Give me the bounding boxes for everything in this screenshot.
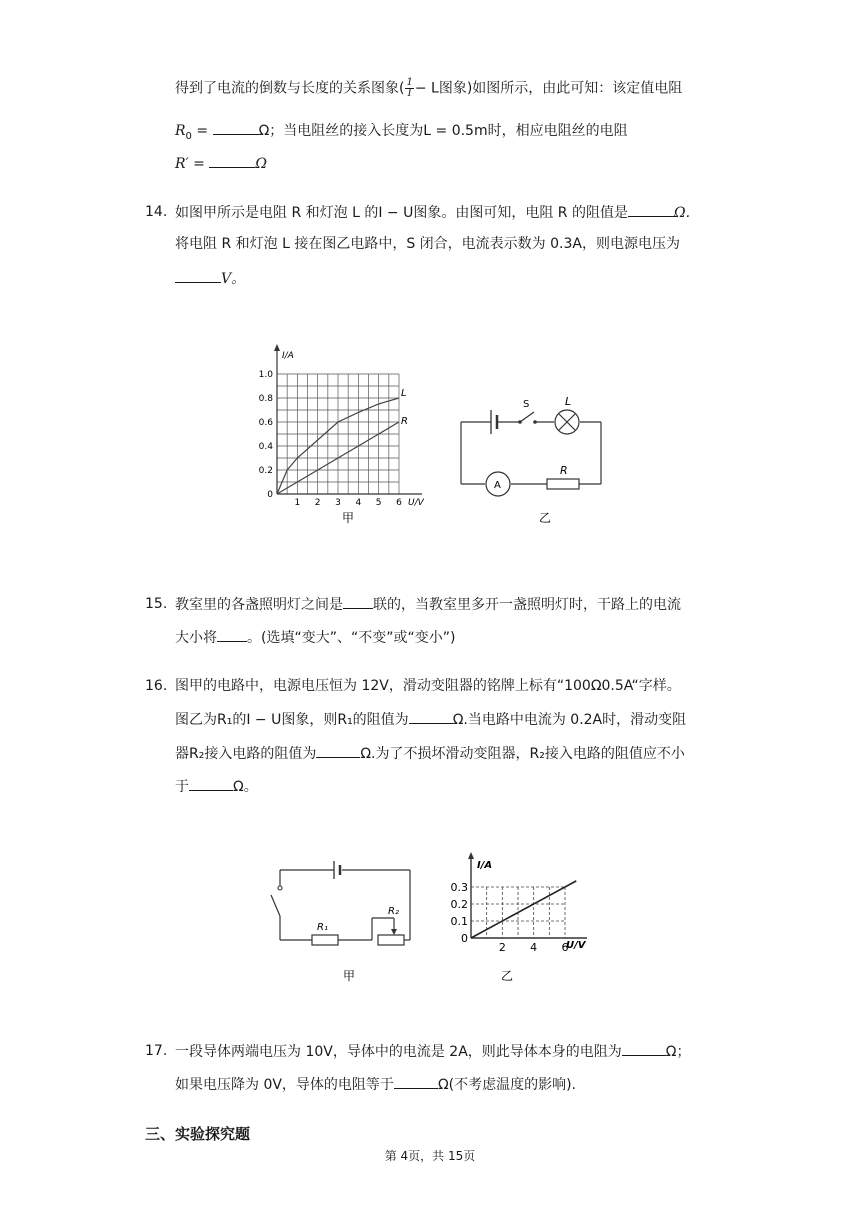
y-tick-label: 0 <box>267 490 273 500</box>
y-tick-label: 0.8 <box>258 394 273 404</box>
q14-blank-r[interactable] <box>628 202 674 217</box>
q13-line3: R′ = Ω <box>175 153 267 174</box>
q14-switch-contact <box>533 420 537 424</box>
q16-switch-contact <box>278 886 282 890</box>
q15-line2: 大小将 。(选填“变大”、“不变”或“变小”) <box>175 627 455 648</box>
q16-rheostat-r2 <box>378 935 404 945</box>
x-tick-label: 1 <box>294 498 301 508</box>
q16-iu-graph <box>445 850 605 985</box>
q16-r2-label: R₂ <box>388 906 399 917</box>
q17-line2: 如果电压降为 0V，导体的电阻等于 Ω(不考虑温度的影响). <box>175 1074 576 1095</box>
x-tick-label: 4 <box>530 941 538 954</box>
q14-switch-blade <box>520 412 534 422</box>
y-tick-label: 0.4 <box>258 442 273 452</box>
q14-ammeter-label: A <box>494 480 501 491</box>
q13-text-pre: 得到了电流的倒数与长度的关系图象( <box>175 80 405 97</box>
q14-caption-jia: 甲 <box>342 511 355 525</box>
q17-line1: 一段导体两端电压为 10V，导体中的电流是 2A，则此导体本身的电阻为 Ω； <box>175 1041 690 1062</box>
y-tick-label: 0 <box>461 932 468 945</box>
q14-graph-grid <box>277 374 399 494</box>
q16-y-label: I/A <box>477 860 493 871</box>
q16-switch-blade <box>271 895 280 916</box>
q13-line2: $R_0 = \Omega$；当电阻丝的接入长度为L = 0.5m时，相应电阻丝的电阻 <box>175 120 628 147</box>
x-tick-label: 6 <box>561 941 569 954</box>
x-tick-label: 2 <box>314 498 321 508</box>
q16-line3: 器R₂接入电路的阻值为 Ω.为了不损坏滑动变阻器，R₂接入电路的阻值应不小 <box>175 743 685 764</box>
q16-resistor-r1 <box>312 935 338 945</box>
q16-blank-r1[interactable] <box>409 709 453 724</box>
q15-blank-current[interactable] <box>217 627 247 642</box>
q15-blank-connection[interactable] <box>343 594 373 609</box>
q16-r1-label: R₁ <box>317 922 328 933</box>
y-tick-label: 0.1 <box>450 915 468 928</box>
q16-blank-r2[interactable] <box>316 743 360 758</box>
q14-blank-voltage[interactable] <box>175 268 221 283</box>
q14-y-arrow <box>274 344 280 351</box>
q16-caption-yi: 乙 <box>501 969 514 983</box>
q16-number: 16. <box>145 678 168 694</box>
q13-fraction: $\frac{1}{I}$ <box>406 77 413 99</box>
x-tick-label: 6 <box>396 498 402 508</box>
q14-circuit <box>455 390 610 530</box>
q14-y-label: I/A <box>282 351 294 361</box>
q14-lamp-label: L <box>565 395 572 408</box>
q16-y-arrow <box>468 852 474 859</box>
y-tick-label: 0.3 <box>450 881 468 894</box>
q14-line1: 如图甲所示是电阻 R 和灯泡 L 的I − U图象。由图可知，电阻 R 的阻值是 Ω. <box>175 202 690 223</box>
q16-line4: 于 Ω。 <box>175 776 258 797</box>
q16-slider-arrow <box>391 929 397 935</box>
q13-blank-r-prime[interactable] <box>209 153 255 168</box>
q13-line1 <box>175 78 682 99</box>
y-tick-label: 1.0 <box>258 370 273 380</box>
q14-number: 14. <box>145 204 168 220</box>
q13-text-mid: − L图象)如图所示，由此可知：该定值电阻 <box>414 80 683 97</box>
x-tick-label: 5 <box>375 498 382 508</box>
x-tick-label: 3 <box>335 498 341 508</box>
q14-resistor-label: R <box>560 464 568 477</box>
q14-iu-graph <box>250 340 430 530</box>
q16-caption-jia: 甲 <box>343 969 356 983</box>
q15-line1: 教室里的各盏照明灯之间是 联的，当教室里多开一盏照明灯时，干路上的电流 <box>175 594 681 615</box>
q17-number: 17. <box>145 1043 168 1059</box>
q14-x-label: U/V <box>408 498 424 508</box>
x-tick-label: 4 <box>355 498 362 508</box>
q14-line2: 将电阻 R 和灯泡 L 接在图乙电路中，S 闭合，电流表示数为 0.3A，则电源电压为 <box>175 236 680 252</box>
q14-line3: V。 <box>175 268 245 289</box>
q16-line1: 图甲的电路中，电源电压恒为 12V，滑动变阻器的铭牌上标有“100Ω0.5A“字样。 <box>175 678 681 694</box>
q13-blank-r0[interactable] <box>213 120 259 135</box>
page-footer: 第 4页，共 15页 <box>384 1149 476 1163</box>
section-title: 三、实验探究题 <box>145 1125 251 1143</box>
q16-line2: 图乙为R₁的I − U图象，则R₁的阻值为 Ω.当电路中电流为 0.2A时，滑动变阻 <box>175 709 686 730</box>
q15-number: 15. <box>145 596 168 612</box>
q16-blank-r2-min[interactable] <box>189 776 233 791</box>
q14-caption-yi: 乙 <box>539 511 552 525</box>
y-tick-label: 0.2 <box>258 466 273 476</box>
x-tick-label: 2 <box>498 941 506 954</box>
q14-curve-R-label: R <box>401 416 408 427</box>
q17-blank-r-zero[interactable] <box>394 1074 438 1089</box>
q14-switch-label: S <box>523 399 530 410</box>
q14-curve-L-label: L <box>401 388 407 399</box>
y-tick-label: 0.2 <box>450 898 468 911</box>
q17-blank-r[interactable] <box>622 1041 666 1056</box>
y-tick-label: 0.6 <box>258 418 273 428</box>
q16-circuit <box>262 860 422 985</box>
q16-x-label: U/V <box>566 940 586 951</box>
q14-resistor-symbol <box>547 479 579 489</box>
